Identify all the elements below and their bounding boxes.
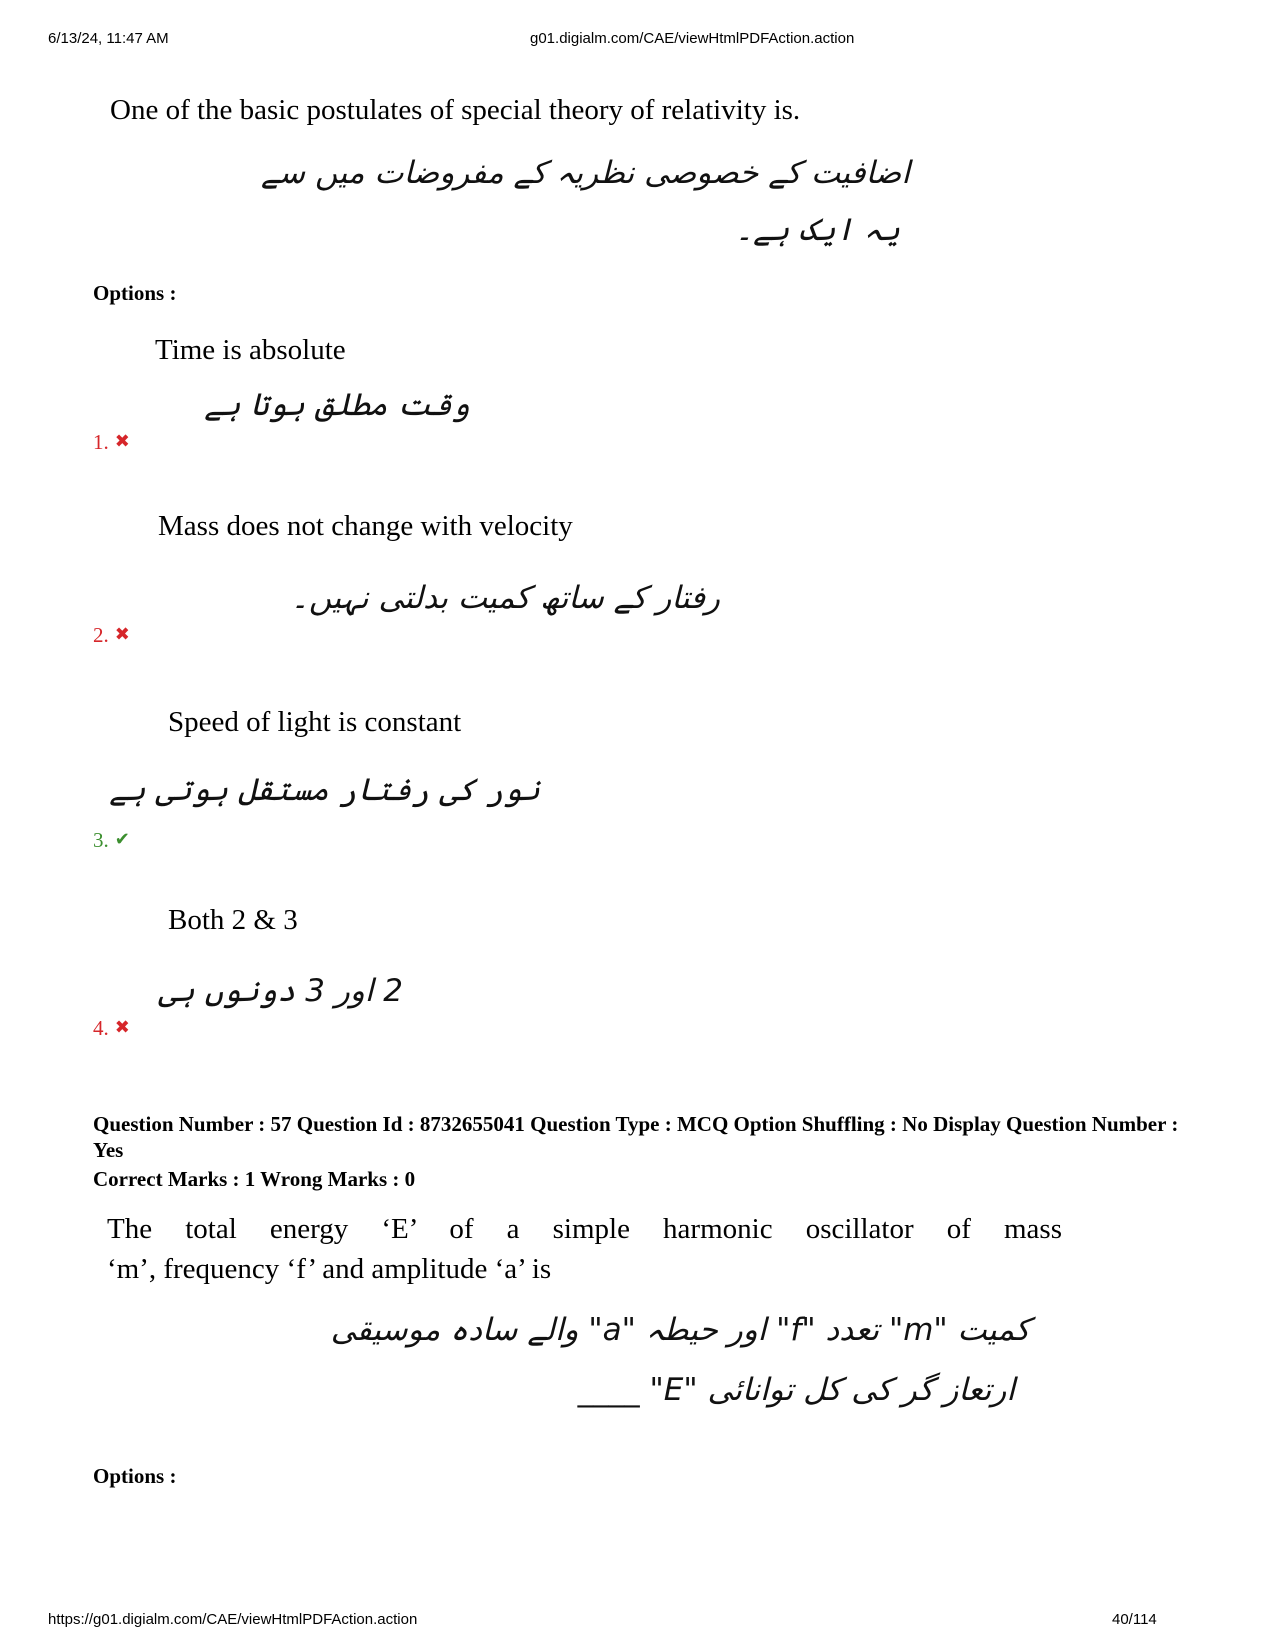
question-text-en: One of the basic postulates of special theory of relativity is. — [110, 94, 801, 126]
question-text-ur-line2: ارتعاز گر کی کل توانائی "E" ____ — [577, 1372, 1015, 1408]
option-text-en: Mass does not change with velocity — [158, 510, 573, 542]
question-text-ur-line1: اضافیت کے خصوصی نظریہ کے مفروضات میں سے — [260, 155, 910, 191]
check-icon: ✔ — [114, 829, 130, 849]
option-number-label: 4. — [93, 1016, 109, 1040]
option-number — [93, 1016, 130, 1041]
option-number — [93, 623, 130, 648]
question-meta: Question Number : 57 Question Id : 8732655041 Question Type : MCQ Option Shuffling : No Display Question Number : Yes — [93, 1112, 1179, 1162]
options-label: Options : — [93, 281, 177, 305]
option-text-en: Time is absolute — [155, 334, 346, 366]
option-number — [93, 828, 130, 853]
cross-icon: ✖ — [114, 431, 130, 451]
options-label-57: Options : — [93, 1464, 177, 1488]
option-text-ur: نور کی رفتار مستقل ہوتی ہے — [109, 772, 540, 808]
header-url: g01.digialm.com/CAE/viewHtmlPDFAction.action — [530, 30, 855, 47]
option-number-label: 2. — [93, 623, 109, 647]
print-datetime: 6/13/24, 11:47 AM — [48, 30, 169, 47]
option-text-en: Both 2 & 3 — [168, 904, 298, 936]
option-number-label: 1. — [93, 430, 109, 454]
footer-url: https://g01.digialm.com/CAE/viewHtmlPDFAction.action — [48, 1611, 418, 1628]
option-number-label: 3. — [93, 828, 109, 852]
marks-info: Correct Marks : 1 Wrong Marks : 0 — [93, 1167, 416, 1191]
cross-icon: ✖ — [114, 624, 130, 644]
option-text-ur: وقت مطلق ہوتا ہے — [204, 387, 470, 423]
question-text-ur-line2: یہ ایک ہے۔ — [734, 212, 900, 248]
cross-icon: ✖ — [114, 1017, 130, 1037]
option-number — [93, 430, 130, 455]
option-text-en: Speed of light is constant — [168, 706, 462, 738]
page-number: 40/114 — [1112, 1611, 1157, 1628]
question-text-en-line2: ‘m’, frequency ‘f’ and amplitude ‘a’ is — [107, 1253, 552, 1285]
option-text-ur: 2 اور 3 دونوں ہی — [158, 973, 403, 1009]
question-text-en-line1: The total energy ‘E’ of a simple harmonic oscillator of mass — [107, 1213, 1062, 1245]
question-text-ur-line1: کمیت "m" تعدد "f" اور حیطہ "a" والے سادہ موسیقی — [330, 1312, 1030, 1348]
option-text-ur: رفتار کے ساتھ کمیت بدلتی نہیں۔ — [290, 580, 720, 616]
